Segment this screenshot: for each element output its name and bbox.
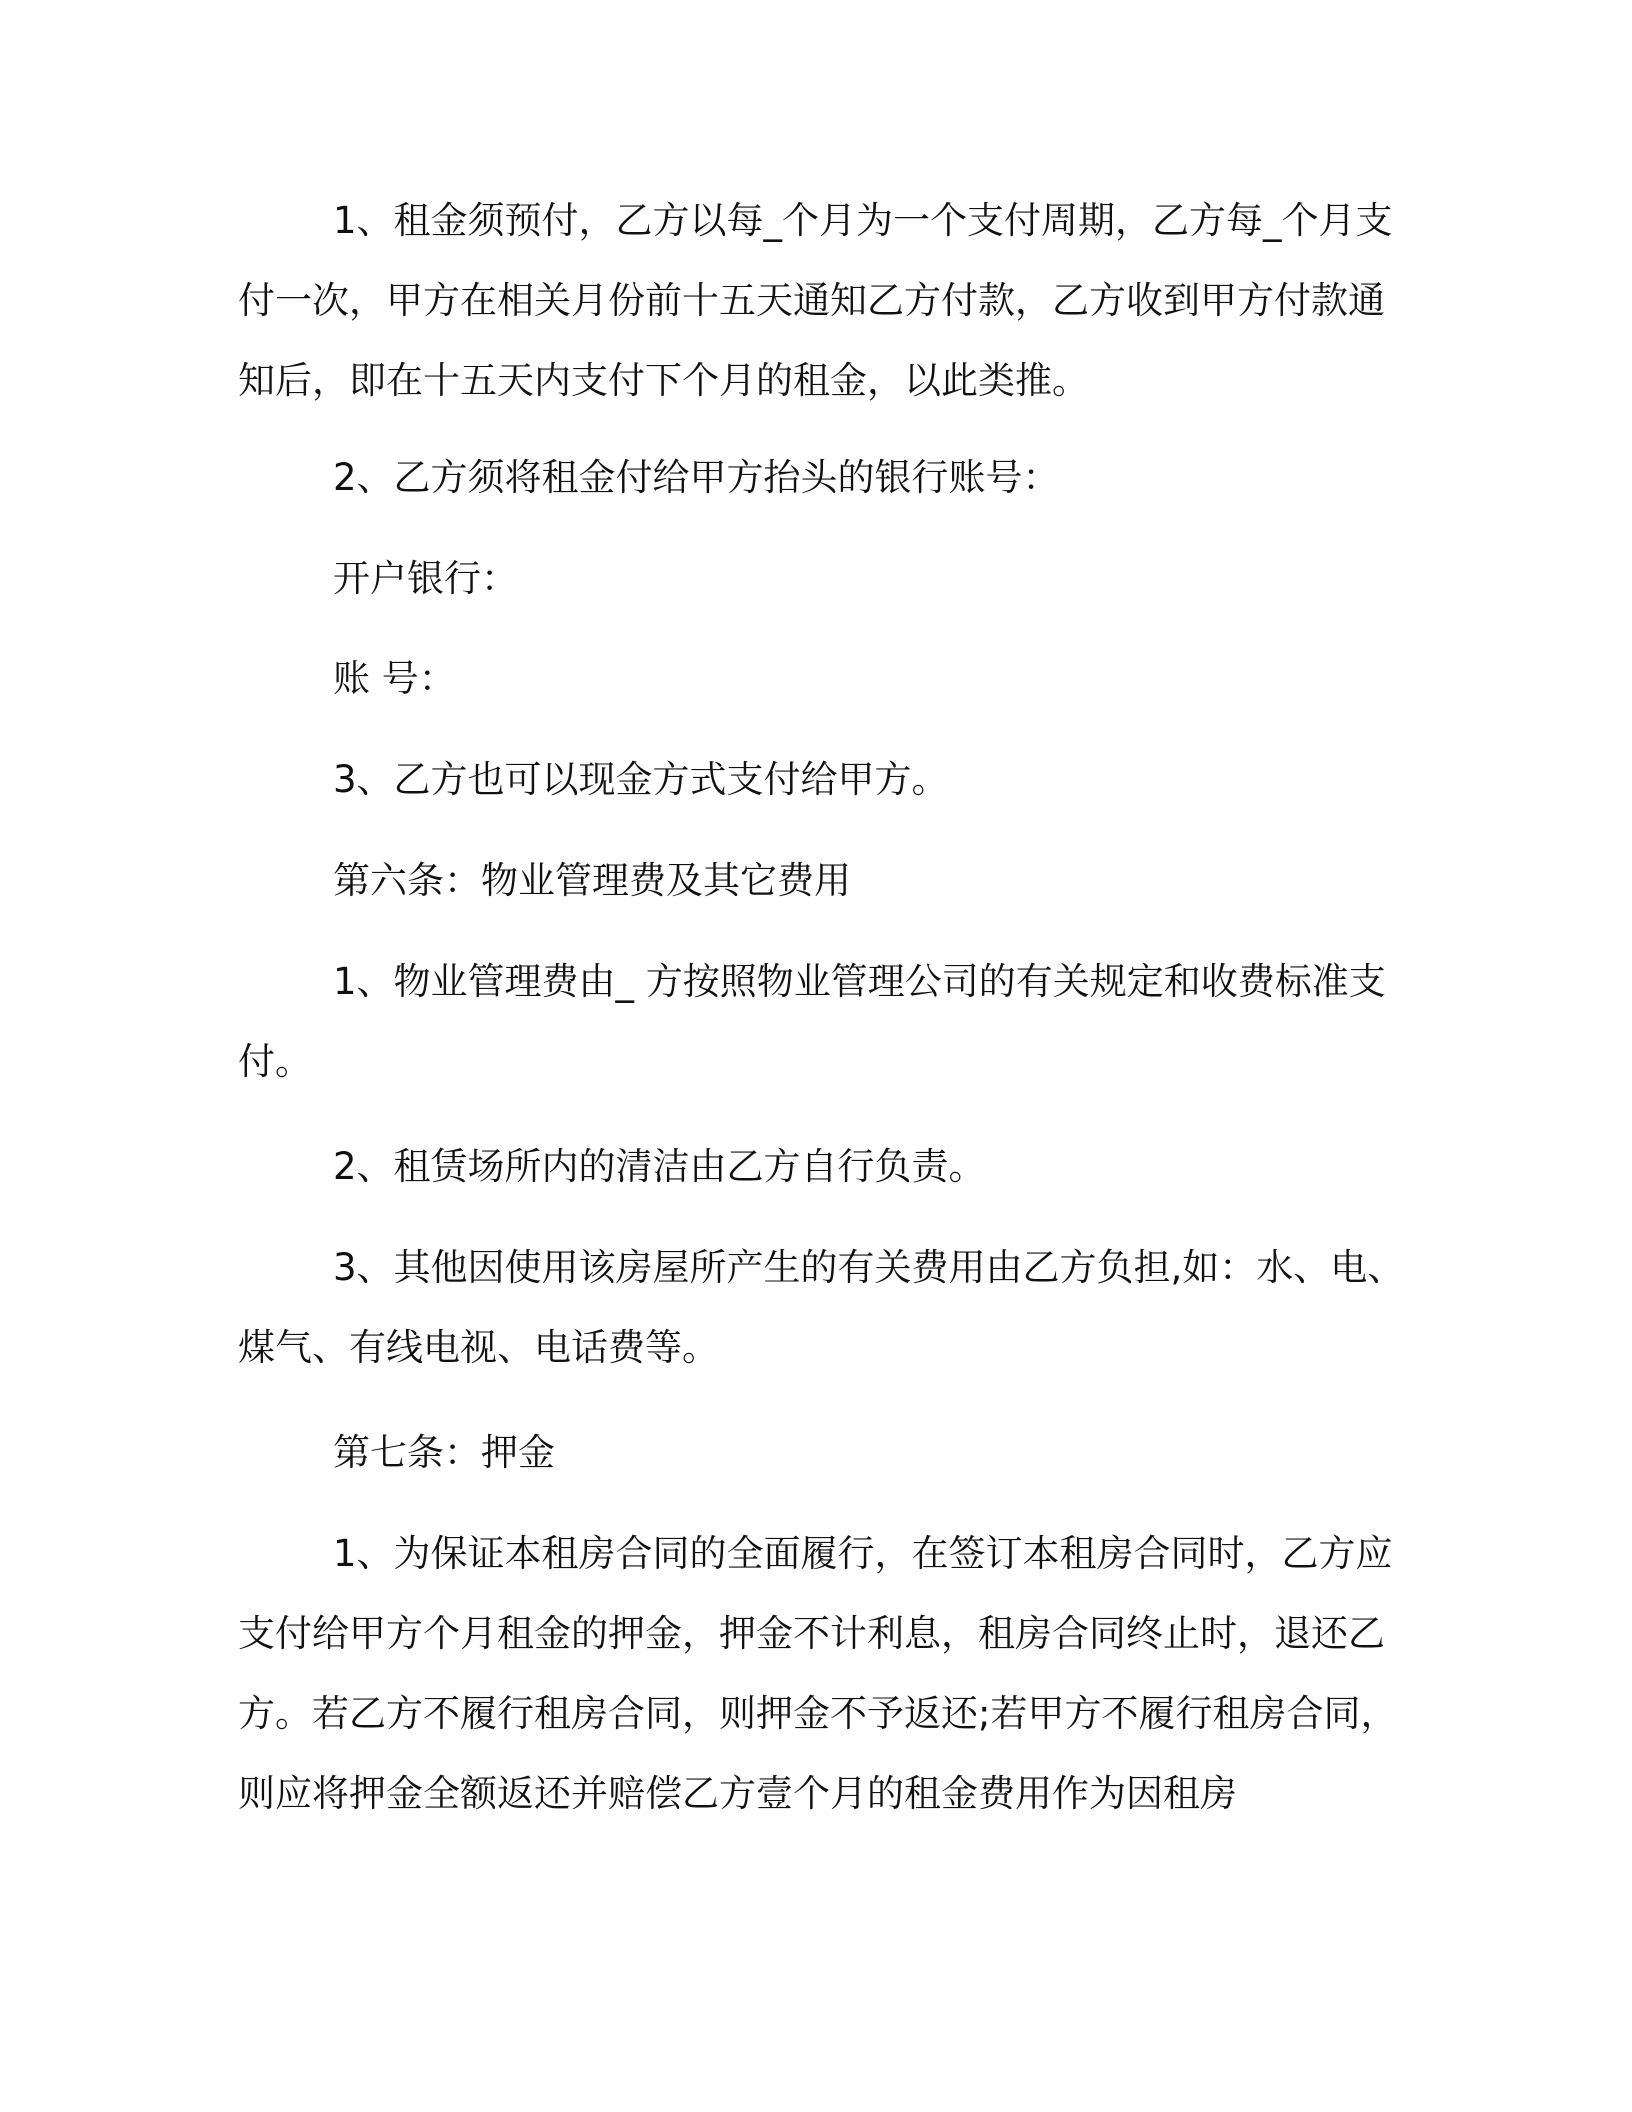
clause-cash-payment: 3、乙方也可以现金方式支付给甲方。 [333,758,949,801]
account-number-line: 账 号： [333,657,456,700]
clause-rent-prepayment: 1、租金须预付，乙方以每_个月为一个支付周期，乙方每_个月支付一次，甲方在相关月份前十五天通知乙方付款，乙方收到甲方付款通知后，即在十五天内支付下个月的租金，以此类推。 [238,199,1393,402]
clause-cleaning: 2、租赁场所内的清洁由乙方自行负责。 [333,1145,986,1188]
article-seven-heading: 第七条：押金 [333,1431,555,1474]
clause-property-fee: 1、物业管理费由_ 方按照物业管理公司的有关规定和收费标准支付。 [238,960,1386,1083]
bank-name-line: 开户银行： [333,557,518,600]
clause-bank-account: 2、乙方须将租金付给甲方抬头的银行账号： [333,456,1060,499]
article-six-heading: 第六条：物业管理费及其它费用 [333,859,851,902]
clause-deposit: 1、为保证本租房合同的全面履行，在签订本租房合同时，乙方应支付给甲方个月租金的押金，押金不计利息，租房合同终止时，退还乙方。若乙方不履行租房合同，则押金不予返还;若甲方不履行租房合同，则应将押金全额返还并赔偿乙方壹个月的租金费用作为因租房 [238,1532,1398,1815]
clause-utilities: 3、其他因使用该房屋所产生的有关费用由乙方负担,如：水、电、煤气、有线电视、电话费等。 [238,1246,1405,1369]
